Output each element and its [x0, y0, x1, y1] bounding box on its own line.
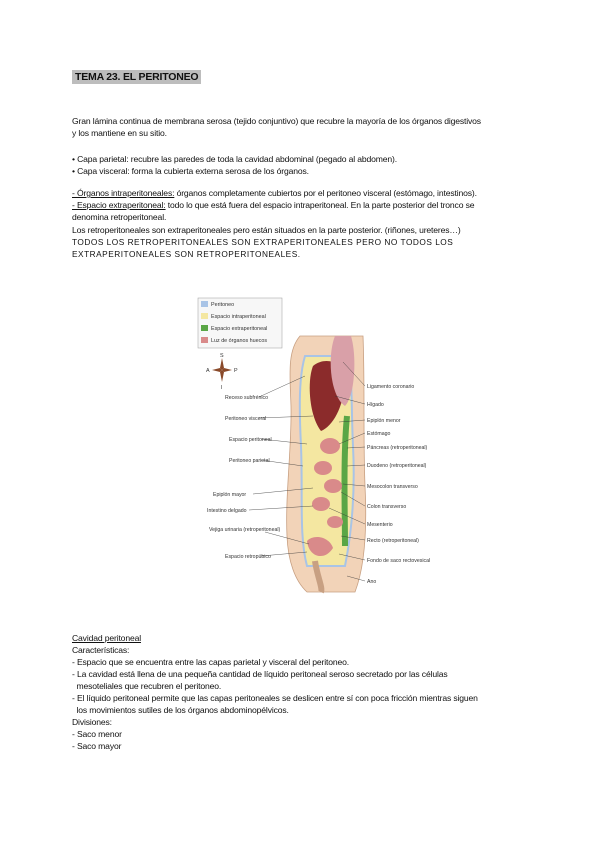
compass-a: A [206, 368, 210, 374]
cavidad-heading: Cavidad peritoneal [72, 633, 141, 643]
caps-line-2: EXTRAPERITONEALES SON RETROPERITONEALES. [72, 249, 301, 259]
label-intestino: Intestino delgado [207, 508, 247, 514]
legend-swatch-luz [201, 337, 208, 343]
label-epiplon-menor: Epiplón menor [367, 418, 401, 424]
label-peritoneo-parietal: Peritoneo parietal [229, 458, 270, 464]
division-saco-menor: - Saco menor [72, 729, 122, 739]
compass-s: S [220, 353, 224, 359]
legend-luz: Luz de órganos huecos [211, 338, 268, 344]
intro-line-2: y los mantiene en su sitio. [72, 128, 167, 138]
layer-visceral: • Capa visceral: forma la cubierta externa serosa de los órganos. [72, 166, 309, 176]
page-title: TEMA 23. EL PERITONEO [72, 70, 201, 84]
label-estomago: Estómago [367, 431, 391, 437]
label-receso: Receso subfrénico [225, 395, 268, 401]
intraperitoneal-text: órganos completamente cubiertos por el peritoneo visceral (estómago, intestinos). [174, 188, 477, 198]
label-ano: Ano [367, 579, 377, 585]
label-ligamento: Ligamento coronario [367, 384, 415, 390]
compass-i: I [221, 385, 223, 391]
divisiones-label: Divisiones: [72, 717, 112, 727]
legend-swatch-extra [201, 325, 208, 331]
legend-extraperitoneal: Espacio extraperitoneal [211, 326, 268, 332]
compass-p: P [234, 368, 238, 374]
label-fondo-saco: Fondo de saco rectovesical [367, 558, 431, 564]
peritoneum-diagram [195, 296, 431, 596]
legend-intraperitoneal: Espacio intraperitoneal [211, 314, 266, 320]
label-peritoneo-visceral: Peritoneo visceral [225, 416, 267, 422]
label-mesenterio: Mesenterio [367, 522, 393, 528]
legend-swatch-peritoneo [201, 301, 208, 307]
legend-peritoneo: Peritoneo [211, 302, 235, 308]
extraperitoneal-definition [72, 200, 542, 211]
extraperitoneal-term: - Espacio extraperitoneal: [72, 200, 166, 210]
label-colon: Colon transverso [367, 504, 407, 510]
extraperitoneal-text-2: denomina retroperitoneal. [72, 212, 167, 222]
label-higado: Hígado [367, 402, 384, 408]
extraperitoneal-text: todo lo que está fuera del espacio intraperitoneal. En la parte posterior del tronco se [165, 200, 475, 210]
label-epiplon-mayor: Epiplón mayor [213, 492, 247, 498]
cavidad-item-1: - Espacio que se encuentra entre las capas parietal y visceral del peritoneo. [72, 657, 349, 667]
label-espacio-retropubico: Espacio retropúbico [225, 554, 271, 560]
intro-line-1: Gran lámina continua de membrana serosa (tejido conjuntivo) que recubre la mayoría de los órganos digestivos [72, 116, 481, 126]
label-pancreas: Páncreas (retroperitoneal) [367, 445, 428, 451]
retro-note: Los retroperitoneales son extraperitoneales pero están situados en la parte posterior. (riñones, ureteres…) [72, 225, 461, 235]
cavidad-item-2b: mesoteliales que recubren el peritoneo. [72, 681, 222, 691]
figure-legend [198, 298, 282, 348]
label-duodeno: Duodeno (retroperitoneal) [367, 463, 427, 469]
cavidad-item-3: - El líquido peritoneal permite que las capas peritoneales se deslicen entre sí con poca fricción mientras siguen [72, 693, 478, 703]
legend-swatch-intra [201, 313, 208, 319]
intraperitoneal-term: - Órganos intraperitoneales: [72, 188, 175, 198]
label-recto: Recto (retroperitoneal) [367, 538, 419, 544]
cavidad-item-2: - La cavidad está llena de una pequeña cantidad de líquido peritoneal seroso secretado por las células [72, 669, 448, 679]
division-saco-mayor: - Saco mayor [72, 741, 122, 751]
caracteristicas-label: Características: [72, 645, 130, 655]
layer-parietal: • Capa parietal: recubre las paredes de toda la cavidad abdominal (pegado al abdomen). [72, 154, 398, 164]
intraperitoneal-definition [72, 188, 542, 199]
label-espacio-peritoneal: Espacio peritoneal [229, 437, 272, 443]
label-mesocolon: Mesocolon transverso [367, 484, 418, 490]
body-section [287, 336, 366, 592]
cavidad-item-3b: los movimientos sutiles de los órganos abdominopélvicos. [72, 705, 289, 715]
label-vejiga: Vejiga urinaria (retroperitoneal) [209, 527, 281, 533]
caps-line-1: TODOS LOS RETROPERITONEALES SON EXTRAPERITONEALES PERO NO TODOS LOS [72, 237, 454, 247]
